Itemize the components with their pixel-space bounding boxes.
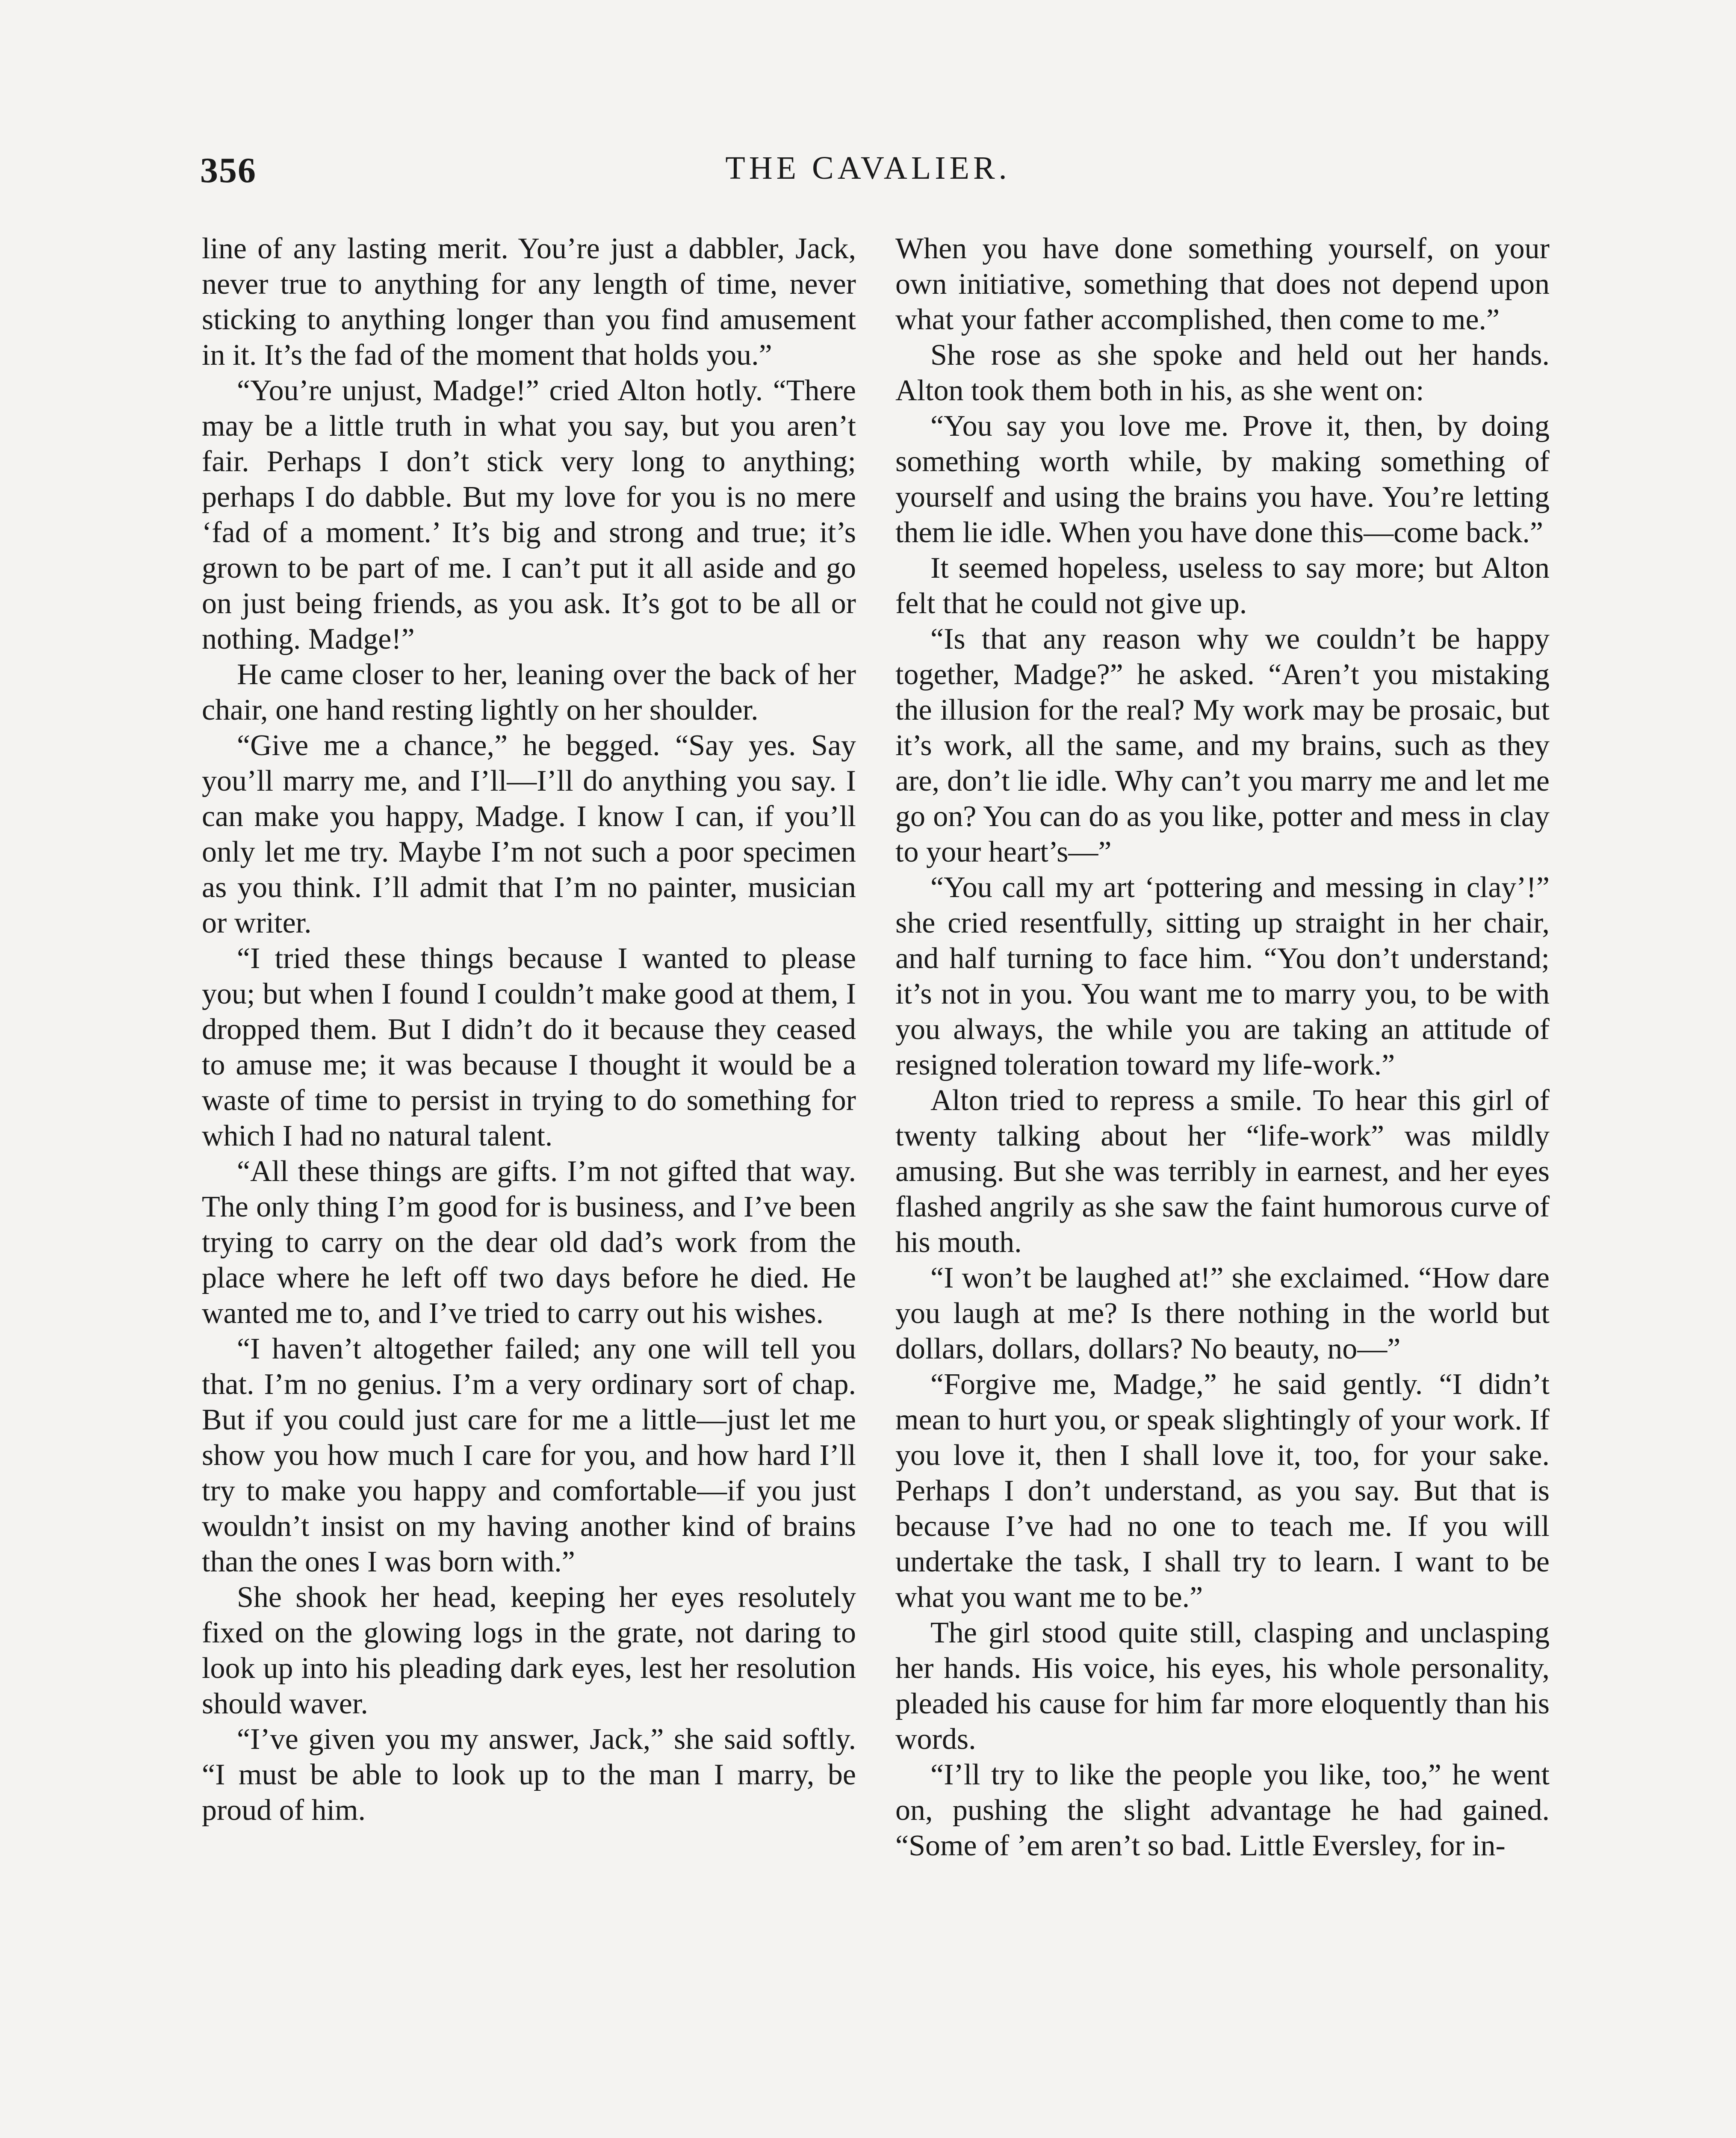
paragraph: “Is that any reason why we couldn’t be happy together, Madge?” he asked. “Aren’t you mistaking the illusion for the real? My work may be prosaic, but it’s work, all the same, and my brains, such as they are, don’t lie idle. Why can’t you marry me and let me go on? You can do as you like, potter and mess in clay to your heart’s—” — [895, 623, 1550, 868]
paragraph: She shook her head, keeping her eyes resolutely fixed on the glowing logs in the grate, not daring to look up into his pleading dark eyes, lest her resolution should waver. — [202, 1581, 856, 1720]
page-number: 356 — [200, 151, 257, 190]
paragraph: The girl stood quite still, clasping and unclasping her hands. His voice, his eyes, his whole personality, pleaded his cause for him far more eloquently than his words. — [895, 1616, 1550, 1756]
paragraph: “I won’t be laughed at!” she exclaimed. “How dare you laugh at me? Is there nothing in the world but dollars, dollars, dollars? No beauty, no—” — [895, 1261, 1550, 1365]
paragraph: She rose as she spoke and held out her hands. Alton took them both in his, as she went on: — [895, 339, 1550, 407]
paragraph: “I haven’t altogether failed; any one will tell you that. I’m no genius. I’m a very ordinary sort of chap. But if you could just care for me a little—just let me show you how much I care for you, and how hard I’ll try to make you happy and comfortable—if you just wouldn’t insist on my having another kind of brains than the ones I was born with.” — [202, 1332, 856, 1578]
paragraph: When you have done something yourself, on your own initiative, something that does not depend upon what your father accomplished, then come to me.” — [895, 232, 1550, 336]
paragraph: “I’ll try to like the people you like, too,” he went on, pushing the slight advantage he had gained. “Some of ’em aren’t so bad. Little Eversley, for in- — [895, 1758, 1550, 1862]
paragraph: “Give me a chance,” he begged. “Say yes. Say you’ll marry me, and I’ll—I’ll do anything you say. I can make you happy, Madge. I know I can, if you’ll only let me try. Maybe I’m not such a poor specimen as you think. I’ll admit that I’m no painter, musician or writer. — [202, 729, 856, 939]
paragraph: “You’re unjust, Madge!” cried Alton hotly. “There may be a little truth in what you say, but you aren’t fair. Perhaps I don’t stick very long to anything; perhaps I do dabble. But my love for you is no mere ‘fad of a moment.’ It’s big and strong and true; it’s grown to be part of me. I can’t put it all aside and go on just being friends, as you ask. It’s got to be all or nothing. Madge!” — [202, 374, 856, 656]
paragraph: It seemed hopeless, useless to say more; but Alton felt that he could not give up. — [895, 552, 1550, 620]
paragraph: “You call my art ‘pottering and messing in clay’!” she cried resentfully, sitting up straight in her chair, and half turning to face him. “You don’t understand; it’s not in you. You want me to marry you, to be with you always, the while you are taking an attitude of resigned toleration toward my life-work.” — [895, 871, 1550, 1081]
running-title: THE CAVALIER. — [725, 150, 1011, 186]
page-header — [0, 145, 1736, 205]
paragraph: “Forgive me, Madge,” he said gently. “I didn’t mean to hurt you, or speak slightingly of your work. If you love it, then I shall love it, too, for your sake. Perhaps I don’t understand, as you say. But that is because I’ve had no one to teach me. If you will undertake the task, I shall try to learn. I want to be what you want me to be.” — [895, 1368, 1550, 1614]
paragraph: line of any lasting merit. You’re just a dabbler, Jack, never true to anything for any length of time, never sticking to anything longer than you find amusement in it. It’s the fad of the moment that holds you.” — [202, 232, 856, 372]
paragraph: “I tried these things because I wanted to please you; but when I found I couldn’t make good at them, I dropped them. But I didn’t do it because they ceased to amuse me; it was because I thought it would be a waste of time to persist in trying to do something for which I had no natural talent. — [202, 942, 856, 1152]
paragraph: “I’ve given you my answer, Jack,” she said softly. “I must be able to look up to the man I marry, be proud of him. — [202, 1723, 856, 1827]
left-column — [202, 231, 856, 1828]
right-column — [895, 231, 1550, 1863]
paragraph: He came closer to her, leaning over the back of her chair, one hand resting lightly on her shoulder. — [202, 658, 856, 726]
paragraph: Alton tried to repress a smile. To hear this girl of twenty talking about her “life-work” was mildly amusing. But she was terribly in earnest, and her eyes flashed angrily as she saw the faint humorous curve of his mouth. — [895, 1084, 1550, 1259]
paragraph: “All these things are gifts. I’m not gifted that way. The only thing I’m good for is business, and I’ve been trying to carry on the dear old dad’s work from the place where he left off two days before he died. He wanted me to, and I’ve tried to carry out his wishes. — [202, 1155, 856, 1330]
paragraph: “You say you love me. Prove it, then, by doing something worth while, by making something of yourself and using the brains you have. You’re letting them lie idle. When you have done this—come back.” — [895, 410, 1550, 549]
